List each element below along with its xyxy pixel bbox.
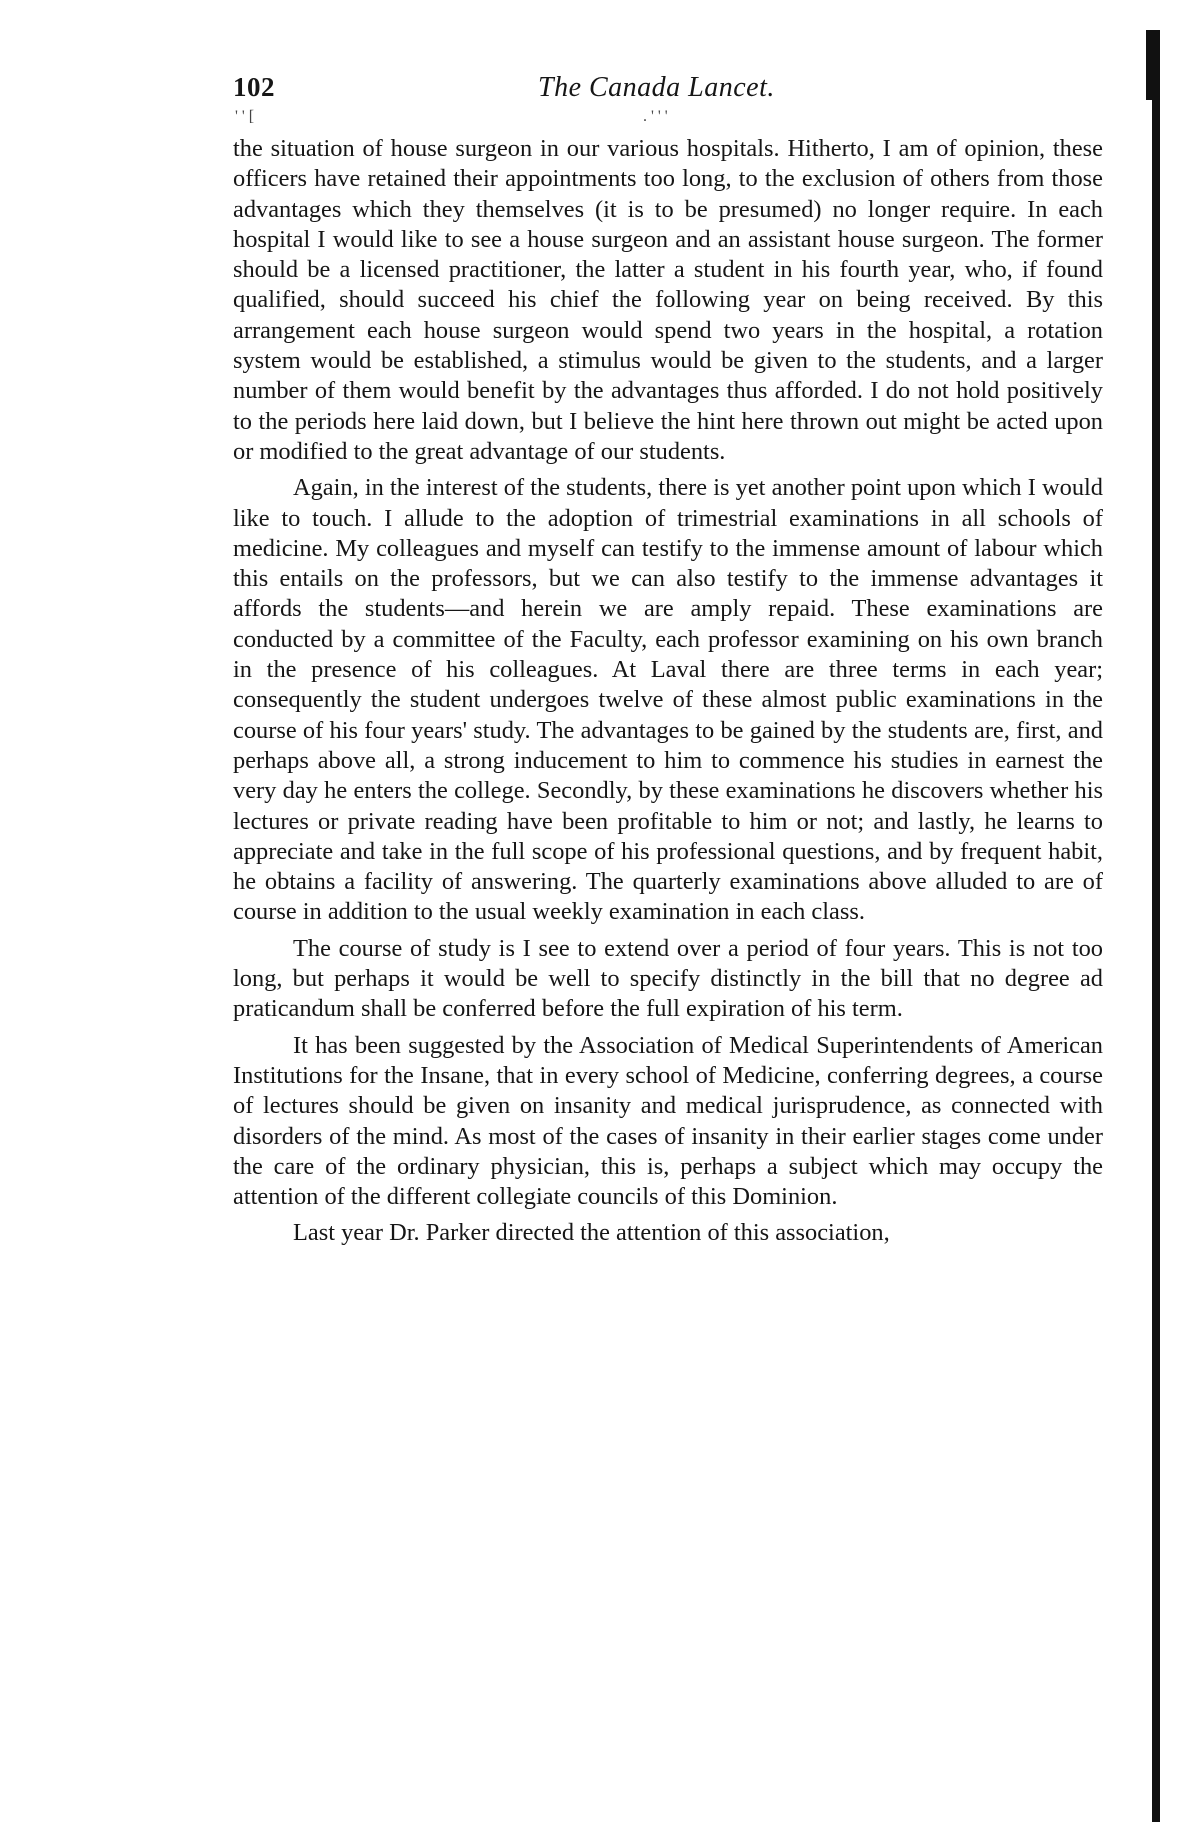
paragraph-insanity-lectures: It has been suggested by the Association of Medical Superintendents of American Institutions for the Insane, that in every school of Medicine, conferring degrees, a course of lectures should be given on insanity and medical jurisprudence, as connected with disorders of the mind. As most of the cases of insanity in their earlier stages come under the care of the ordinary physician, this is, perhaps a subject which may occupy the attention of the different collegiate councils of this Dominion.: [233, 1031, 1103, 1211]
paragraph-trimestrial-examinations: Again, in the interest of the students, there is yet another point upon which I would like to touch. I allude to the adoption of trimestrial examinations in all schools of medicine. My colleagues and myself can testify to the immense amount of labour which this entails on the professors, but we can also testify to the immense advantages it affords the students—and herein we are amply repaid. These examinations are conducted by a committee of the Faculty, each professor examining on his own branch in the presence of his colleagues. At Laval there are three terms in each year; consequently the student undergoes twelve of these almost public examinations in the course of his four years' study. The advantages to be gained by the students are, first, and perhaps above all, a strong inducement to him to commence his studies in earnest the very day he enters the college. Secondly, by these examinations he discovers whether his lectures or private reading have been profitable to him or not; and lastly, he learns to appreciate and take in the full scope of his professional questions, and by frequent habit, he obtains a facility of answering. The quarterly examinations above alluded to are of course in addition to the usual weekly examination in each class.: [233, 474, 1103, 926]
running-head: [233, 72, 1103, 112]
print-artifacts: ' ' [ . ' ' ': [235, 108, 668, 125]
article-body: [233, 134, 1103, 1249]
journal-title: The Canada Lancet.: [538, 72, 775, 103]
paragraph-dr-parker: Last year Dr. Parker directed the attention of this association,: [293, 1219, 890, 1247]
page-edge-shadow: [1152, 38, 1160, 1822]
paragraph-course-of-study: The course of study is I see to extend over a period of four years. This is not too long, but perhaps it would be well to specify distinctly in the bill that no degree ad praticandum shall be conferred before the full expiration of his term.: [233, 934, 1103, 1023]
page-number: 102: [233, 72, 275, 102]
paragraph-house-surgeons: the situation of house surgeon in our various hospitals. Hitherto, I am of opinion, these officers have retained their appointments too long, to the exclusion of others from those advantages which they themselves (it is to be presumed) no longer require. In each hospital I would like to see a house surgeon and an assistant house surgeon. The former should be a licensed practitioner, the latter a student in his fourth year, who, if found qualified, should succeed his chief the following year on being received. By this arrangement each house surgeon would spend two years in the hospital, a rotation system would be established, a stimulus would be given to the students, and a larger number of them would benefit by the advantages thus afforded. I do not hold positively to the periods here laid down, but I believe the hint here thrown out might be acted upon or modified to the great advantage of our students.: [233, 135, 1103, 465]
document-page: [233, 72, 1103, 1249]
